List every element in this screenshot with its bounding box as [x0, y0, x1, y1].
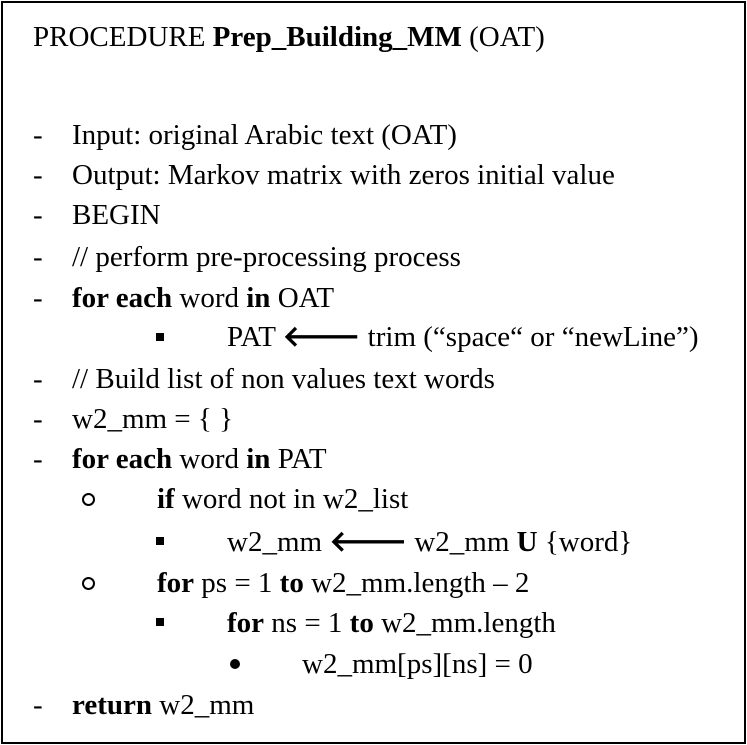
- text-condition: word not in w2_list: [174, 483, 409, 515]
- dash-marker: -: [33, 443, 43, 475]
- square-bullet: [156, 333, 164, 341]
- keyword-if: if: [157, 483, 175, 515]
- procedure-param: (OAT): [469, 21, 545, 53]
- circle-bullet: [82, 577, 95, 590]
- text-word-set: {word}: [537, 526, 633, 558]
- dash-marker: -: [33, 282, 43, 314]
- dash-marker: -: [33, 689, 43, 721]
- input-line: Input: original Arabic text (OAT): [72, 119, 457, 151]
- text-return-value: w2_mm: [152, 689, 255, 721]
- text-trim: trim (“space“ or “newLine”): [360, 321, 699, 353]
- return-line: [72, 688, 254, 722]
- square-bullet: [156, 618, 164, 626]
- dash-marker: -: [33, 159, 43, 191]
- for-ns-line: [227, 606, 556, 640]
- circle-bullet: [82, 493, 95, 506]
- keyword-to: to: [349, 607, 374, 639]
- title-prefix: PROCEDURE: [33, 21, 206, 53]
- text-pat: PAT: [227, 321, 283, 353]
- text-pat: PAT: [270, 443, 327, 475]
- comment-build-list: // Build list of non values text words: [72, 363, 495, 395]
- keyword-for: for: [227, 607, 265, 639]
- begin-line: BEGIN: [72, 199, 161, 231]
- dash-marker: -: [33, 363, 43, 395]
- for-each-oat-line: [72, 281, 334, 315]
- text-ns-limit: w2_mm.length: [373, 607, 556, 639]
- assign-line: w2_mm[ps][ns] = 0: [302, 648, 533, 680]
- text-ps-init: ps = 1: [194, 567, 280, 599]
- dot-bullet: [230, 659, 240, 669]
- left-arrow-icon: 🡐: [282, 321, 361, 353]
- for-each-pat-line: [72, 442, 327, 476]
- text-word: word: [172, 282, 247, 314]
- union-line: [227, 525, 632, 559]
- if-line: [157, 482, 408, 516]
- dash-marker: -: [33, 241, 43, 273]
- pat-trim-line: [227, 320, 699, 354]
- keyword-to: to: [279, 567, 304, 599]
- union-operator: U: [516, 526, 538, 558]
- for-ps-line: [157, 566, 529, 600]
- text-oat: OAT: [270, 282, 335, 314]
- keyword-in: in: [246, 443, 271, 475]
- text-word: word: [172, 443, 247, 475]
- dash-marker: -: [33, 403, 43, 435]
- keyword-for-each: for each: [72, 282, 173, 314]
- init-line: w2_mm = { }: [72, 403, 234, 435]
- procedure-title: [33, 20, 545, 54]
- keyword-for-each: for each: [72, 443, 173, 475]
- comment-preprocess: // perform pre-processing process: [72, 241, 461, 273]
- keyword-in: in: [246, 282, 271, 314]
- keyword-for: for: [157, 567, 195, 599]
- procedure-name: Prep_Building_MM: [212, 21, 462, 53]
- dash-marker: -: [33, 119, 43, 151]
- dash-marker: -: [33, 199, 43, 231]
- square-bullet: [156, 537, 164, 545]
- text-ps-limit: w2_mm.length – 2: [303, 567, 530, 599]
- output-line: Output: Markov matrix with zeros initial value: [72, 159, 615, 191]
- text-w2mm: w2_mm: [407, 526, 517, 558]
- text-ns-init: ns = 1: [264, 607, 350, 639]
- keyword-return: return: [72, 689, 153, 721]
- text-w2mm: w2_mm: [227, 526, 330, 558]
- left-arrow-icon: 🡐: [329, 526, 408, 558]
